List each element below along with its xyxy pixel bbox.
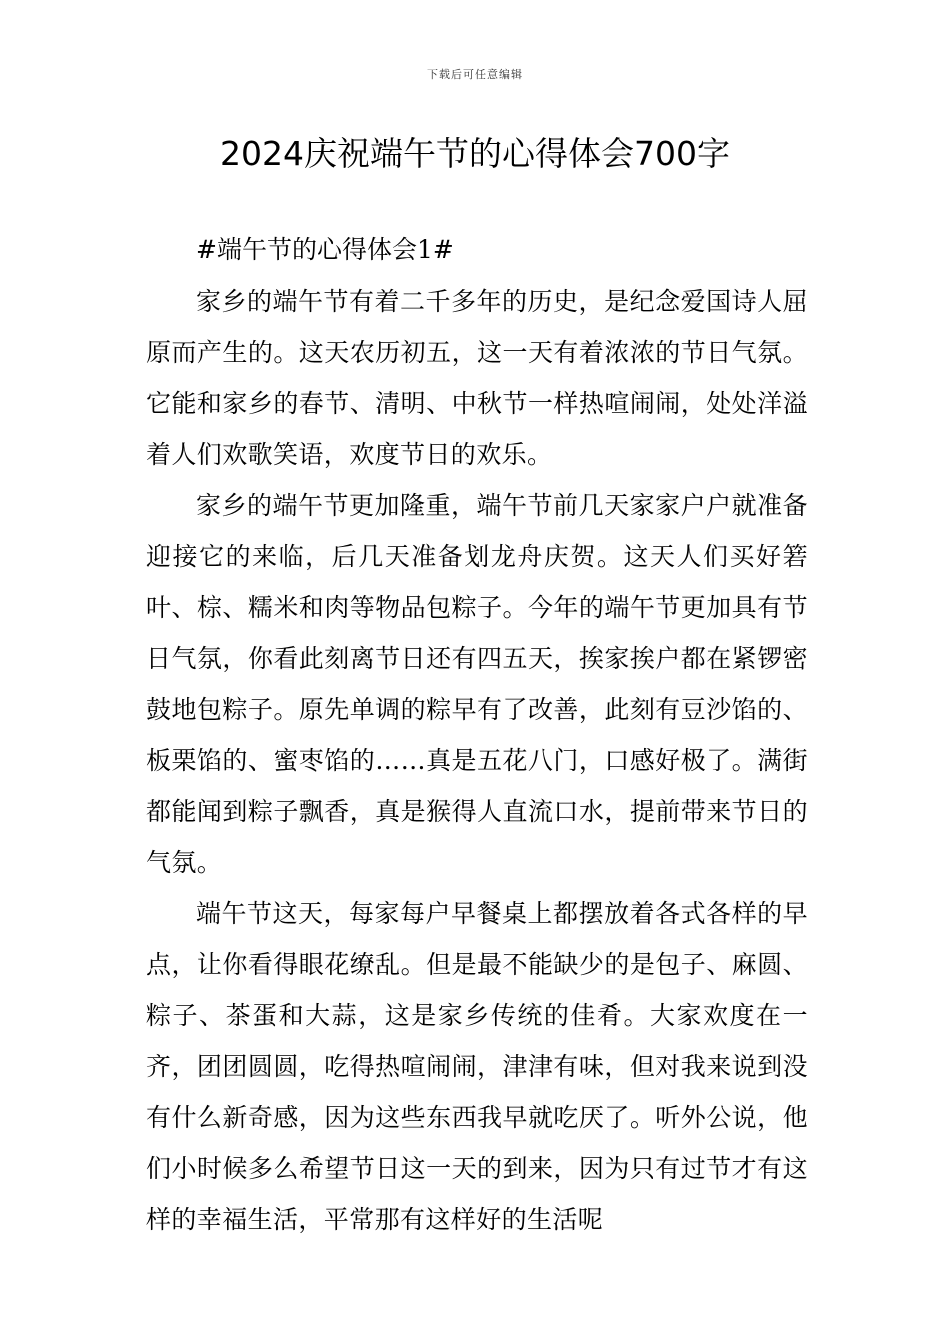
paragraph-3: 端午节这天，每家每户早餐桌上都摆放着各式各样的早点，让你看得眼花缭乱。但是最不能缺少的是包子、麻圆、粽子、茶蛋和大蒜，这是家乡传统的佳肴。大家欢度在一齐，团团圆圆，吃得热喧闹闹，津津有味，但对我来说到没有什么新奇感，因为这些东西我早就吃厌了。听外公说，他们小时候多么希望节日这一天的到来，因为只有过节才有这样的幸福生活，平常那有这样好的生活呢 — [146, 899, 808, 1234]
paragraph-2: 家乡的端午节更加隆重，端午节前几天家家户户就准备迎接它的来临，后几天准备划龙舟庆贺。这天人们买好箬叶、棕、糯米和肉等物品包粽子。今年的端午节更加具有节日气氛，你看此刻离节日还有四五天，挨家挨户都在紧锣密鼓地包粽子。原先单调的粽早有了改善，此刻有豆沙馅的、板栗馅的、蜜枣馅的……真是五花八门，口感好极了。满街都能闻到粽子飘香，真是猴得人直流口水，提前带来节日的气氛。 — [146, 491, 808, 877]
document-body — [146, 224, 808, 1245]
document-title: 2024庆祝端午节的心得体会700字 — [220, 134, 730, 173]
paragraph-1: 家乡的端午节有着二千多年的历史，是纪念爱国诗人屈原而产生的。这天农历初五，这一天有着浓浓的节日气氛。它能和家乡的春节、清明、中秋节一样热喧闹闹，处处洋溢着人们欢歌笑语，欢度节日的欢乐。 — [146, 287, 808, 469]
section-heading: #端午节的心得体会1# — [196, 235, 454, 264]
header-note: 下载后可任意编辑 — [427, 68, 523, 81]
